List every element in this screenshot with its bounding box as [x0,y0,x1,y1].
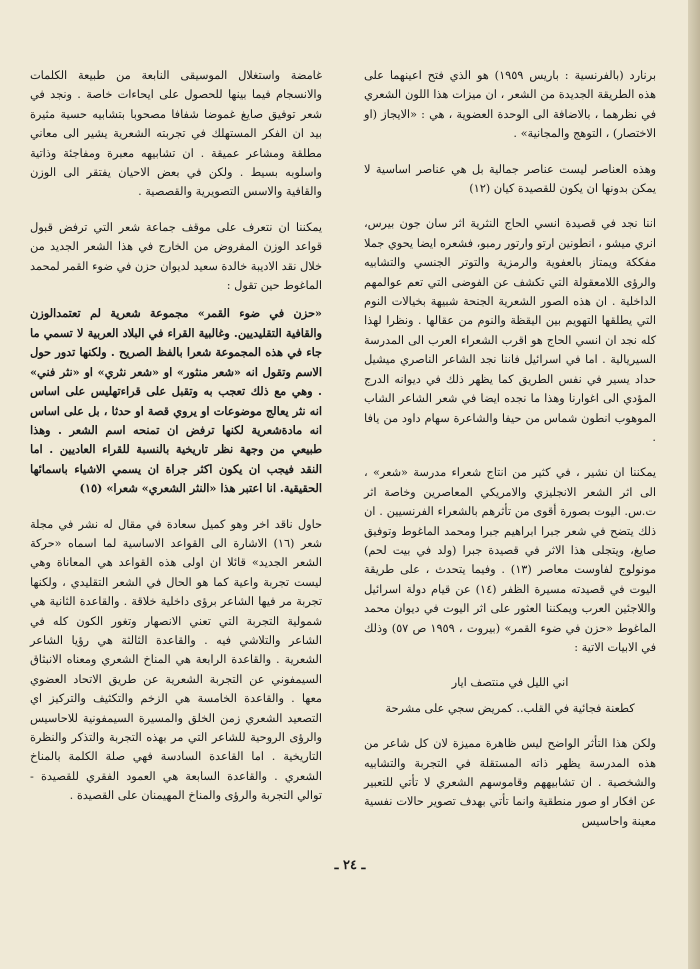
page-edge [688,0,700,969]
poem-verse: اني الليل في منتصف ايار [451,676,569,690]
poem-verse: كطعنة فجائية في القلب.. كمريض سجي على مشرحة [385,701,635,715]
page-number: ـ ٢٤ ـ [334,858,366,873]
paragraph: يمكننا ان نشير ، في كثير من انتاج شعراء مدرسة «شعر» ، الى اثر الشعر الانجليزي والامريكي المعاصرين وخاصة اثر ت.س. اليوت بصورة أقوى من تأثرهم بالشعراء الفرنسيين . ان ذلك يتضح في شعر جبرا ابراهيم جبرا ومحمد الماغوط وتوفيق صايغ، ويتجلى هذا الاثر في قصيدة جبرا (ولد في بيت لحم) مونولوج لفاوست معاصر (١٣) . وفيما يتحدث ، على طريقة اليوت في قصيدته مسيرة الظفر (١٤) عن قيام دولة اسرائيل واللاجئين العرب ويمكننا العثور على اثر اليوت في ديوان محمد الماغوط «حزن في ضوء القمر» (بيروت ، ١٩٥٩ ص ٥٧) وذلك في الابيات الاتية : [364,466,657,654]
quotation: «حزن في ضوء القمر» مجموعة شعرية لم تعتمدالوزن والقافية التقليديين. وغالبية القراء في البلاد العربية لا تسمي ما جاء في هذه المجموعة شعرا بالفظ الصريح . ولكنها تدور حول الاسم وتقول انه «شعر منثور» او «شعر نثري» او «نثر فني» . وهي مع ذلك تعجب به وتقبل على قراءتهليس على اساس انه نثر يعالج موضوعات او يروي قصة او حدثا ، بل على اساس انه مادةشعرية لكنها ترفض ان تمنحه اسم الشعر . وهذا طبيعي من وجهة نظر تاريخية بالنسبة للقراء العاديين . اما النقد فيجب ان يكون اكثر جراة ان يسمي الاشياء باسمائها الحقيقية. انا اعتبر هذا «النثر الشعري» شعرا» (١٥) [30,306,322,496]
paragraph: وهذه العناصر ليست عناصر جمالية بل هي عناصر اساسية لا يمكن بدونها ان يكون للقصيدة كيان (١٢) [364,162,656,196]
left-column [30,66,322,815]
paragraph: اننا نجد في قصيدة انسي الحاج النثرية اثر سان جون بيرس، انري ميشو ، انطونين ارتو وارتور رمبو، فشعره ايضا يحوي جملا مفككة ويمتاز بالعفوية والرمزية والتوتر الجنسي والتشابيه والرؤى اللامعقولة التي تكشف عن الفوضى التي تعم عوالمهم الداخلية . ان هذه الصور الشعرية الجنحة شبيهة بخيالات النوم التي يطلقها التهويم بين اليقظة والنوم من عقالها . ونظرا لهذا كله نجد ان انسي الحاج هو اقرب الشعراء العرب الى المدرسة السيريالية . اما في اسرائيل فاننا نجد الشاعر الناصري ميشيل حداد يسير في نفس الطريق كما يظهر ذلك في ديوانه الدرج المؤدي الى اغوارنا وهذا ما نجده ايضا في شعر الشاعر الشاب الموهوب انطون شماس من حيفا والشاعرة سهام داود من يافا . [364,217,656,444]
paragraph: ولكن هذا التأثر الواضح ليس ظاهرة مميزة لان كل شاعر من هذه المدرسة يظهر ذاته المستقلة في التجربة والتشابيه والشخصية . ان تشابيههم وقاموسهم الشعري لا تأتي للتعبير عن افكار او صور منطقية وانما تأتي بهدف تصوير حالات نفسية معينة واحاسيس [364,737,656,828]
paragraph: حاول ناقد اخر وهو كميل سعادة في مقال له نشر في مجلة شعر (١٦) الاشارة الى القواعد الاساسية لما اسماه «حركة الشعر الجديد» قائلا ان اولى هذه القواعد هي المعاناة وهي ليست تجربة واعية كما هو الحال في الشعر التقليدي ، ولكنها تجربة مر فيها الشاعر برؤى داخلية خلاقة . والقاعدة الثانية هي شمولية التجربة التي تعني الانصهار وتغور الكون كله في الشاعر والتلاشي فيه . والقاعدة الثالثة هي رؤيا الشاعر الشعرية . والقاعدة الرابعة هي المناخ الشعري ومعناه الانبثاق السيمفوني عن التجربة الشعرية عن طريق الاتحاد العضوي معها . والقاعدة الخامسة هي الزخم والتكثيف والتركيز اي التصعيد الشعري زمن الخلق والمسيرة السيمفونية للاحاسيس والرؤى الروحية للشاعر التي مر بهذه التجربة والتذكر والنظرة التاريخية . اما القاعدة السادسة فهي صلة الكلمة بالمناخ الشعري . والقاعدة السابعة هي العمود الفقري للقصيدة - توالي التجربة والرؤى والمناخ المهيمنان على القصيدة . [30,517,322,803]
paragraph: غامضة واستغلال الموسيقى النابعة من طبيعة الكلمات والانسجام فيما بينها للحصول على ايحاءات خاصة . ونجد في شعر توفيق صايغ غموضا شفافا مصحوبا بتشابيه حسية مثيرة بيد ان الفكر المستهلك في تجربته الشعرية يشير الى معاني مطلقة ومشاعر عميقة . ان تشابيهه معبرة ومفاجئة وذاتية واسلوبه بسيط . ولكن في بعض الاحيان يفتقر الى الوزن والقافية والاسس التصويرية والقصصية . [30,69,322,199]
paragraph: يمكننا ان نتعرف على موقف جماعة شعر التي ترفض قبول قواعد الوزن المفروض من الخارج في هذا الشعر الجديد من خلال نقد الاديبة خالدة سعيد لديوان حزن في ضوء القمر لمحمد الماغوط حين تقول : [30,220,322,293]
right-column [364,66,656,840]
paragraph: برنارد (بالفرنسية : باريس ١٩٥٩) هو الذي فتح اعينهما على هذه الطريقة الجديدة من الشعر ، ان ميزات هذا اللون الشعري في نظرهما ، بالاضافة الى الوحدة العضوية ، هي : «الايجاز (او الاختصار) ، التوهج والمجانية» . [364,69,656,141]
